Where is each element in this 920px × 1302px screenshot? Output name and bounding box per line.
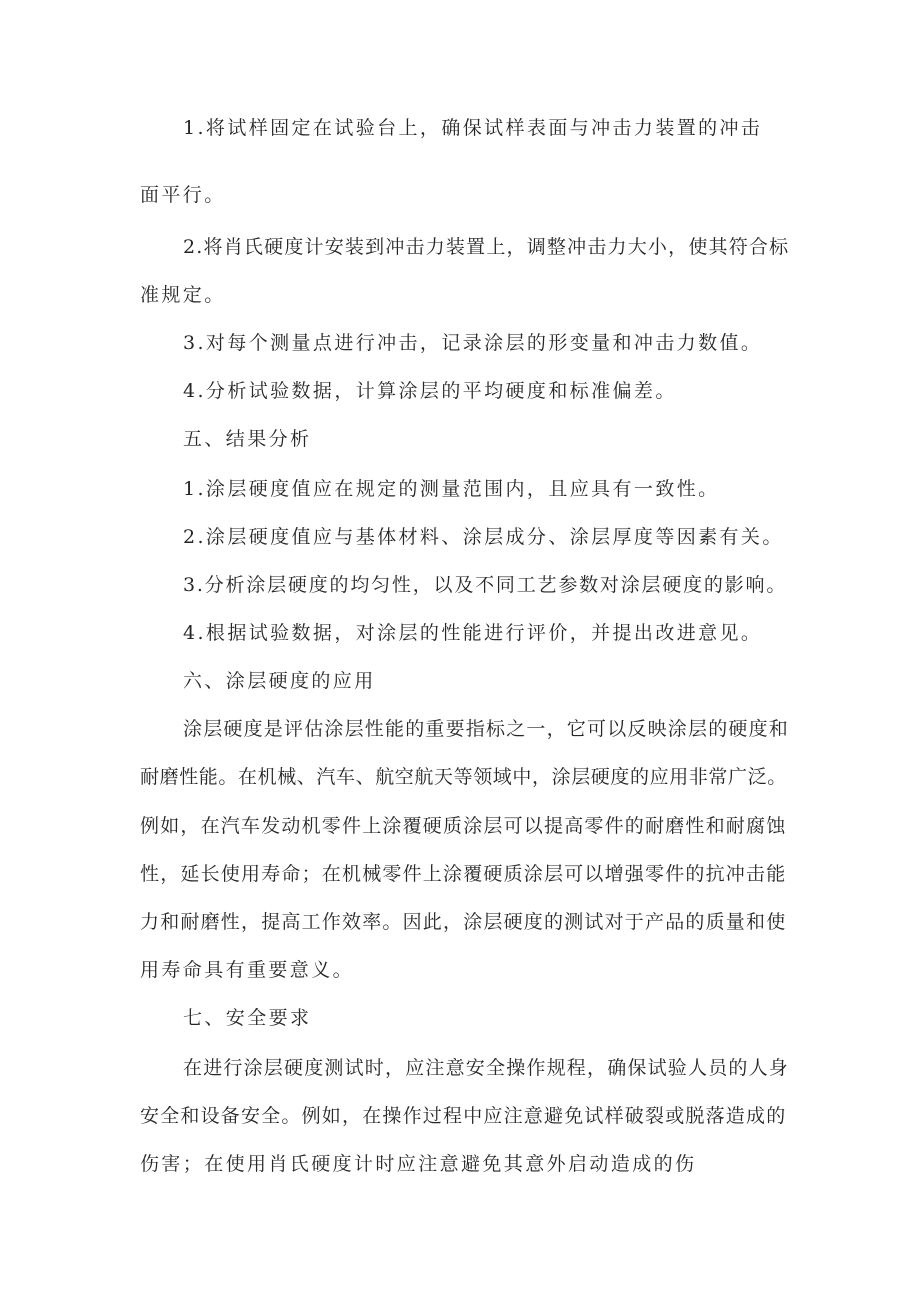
application-line-2: 耐磨性能。在机械、汽车、航空航天等领域中，涂层硬度的应用非常广泛。 [140,766,787,788]
application-line-1: 涂层硬度是评估涂层性能的重要指标之一，它可以反映涂层的硬度和 [183,718,790,740]
application-line-4: 性，延长使用寿命；在机械零件上涂覆硬质涂层可以增强零件的抗冲击能 [140,863,787,885]
result-item-4: 4.根据试验数据，对涂层的性能进行评价，并提出改进意见。 [183,622,763,644]
step-1-line-2: 面平行。 [140,184,226,206]
result-item-2: 2.涂层硬度值应与基体材料、涂层成分、涂层厚度等因素有关。 [183,526,784,548]
section-6-heading: 六、涂层硬度的应用 [183,670,376,692]
step-2-line-1: 2.将肖氏硬度计安装到冲击力装置上，调整冲击力大小，使其符合标 [183,236,790,258]
section-5-heading: 五、结果分析 [183,428,312,450]
application-line-6: 用寿命具有重要意义。 [140,959,355,981]
result-item-1: 1.涂层硬度值应在规定的测量范围内，且应具有一致性。 [183,478,720,500]
application-line-5: 力和耐磨性，提高工作效率。因此，涂层硬度的测试对于产品的质量和使 [140,911,787,933]
section-7-heading: 七、安全要求 [183,1007,312,1029]
safety-line-2: 安全和设备安全。例如，在操作过程中应注意避免试样破裂或脱落造成的 [140,1105,787,1127]
result-item-3: 3.分析涂层硬度的均匀性，以及不同工艺参数对涂层硬度的影响。 [183,574,788,596]
safety-line-3: 伤害；在使用肖氏硬度计时应注意避免其意外启动造成的伤 [140,1153,697,1175]
application-line-3: 例如，在汽车发动机零件上涂覆硬质涂层可以提高零件的耐磨性和耐腐蚀 [140,815,787,837]
step-1-line-1: 1.将试样固定在试验台上，确保试样表面与冲击力装置的冲击 [183,117,763,139]
step-2-line-2: 准规定。 [140,284,226,306]
step-4-line: 4.分析试验数据，计算涂层的平均硬度和标准偏差。 [183,380,677,402]
safety-line-1: 在进行涂层硬度测试时，应注意安全操作规程，确保试验人员的人身 [183,1057,790,1079]
step-3-line: 3.对每个测量点进行冲击，记录涂层的形变量和冲击力数值。 [183,332,763,354]
